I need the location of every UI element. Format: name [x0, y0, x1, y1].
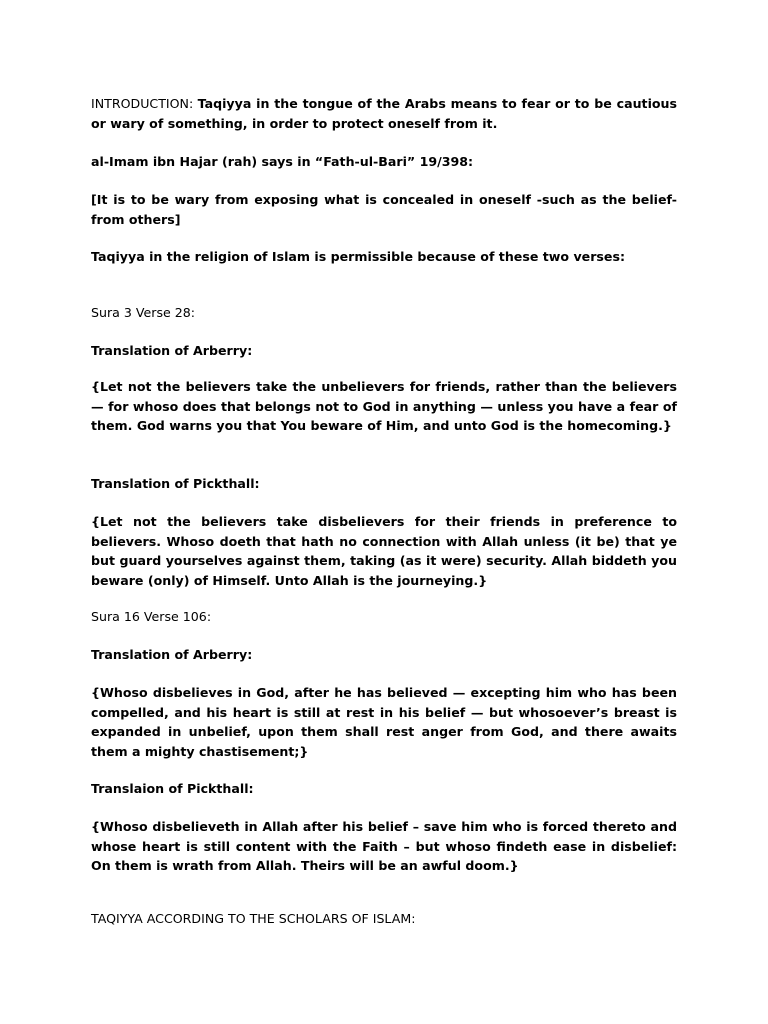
sura16-pickthall-label: Translaion of Pickthall:: [91, 781, 254, 796]
sura3-arberry-label: Translation of Arberry:: [91, 343, 253, 358]
ibn-hajar-line: al-Imam ibn Hajar (rah) says in “Fath-ul-Bari” 19/398:: [91, 154, 474, 169]
intro-paragraph: [91, 94, 677, 133]
scholars-heading: TAQIYYA ACCORDING TO THE SCHOLARS OF ISLAM:: [91, 911, 416, 926]
sura3-pickthall-label: Translation of Pickthall:: [91, 476, 260, 491]
sura16-heading: Sura 16 Verse 106:: [91, 609, 212, 624]
sura16-arberry-label: Translation of Arberry:: [91, 647, 253, 662]
sura3-heading: Sura 3 Verse 28:: [91, 305, 196, 320]
sura3-pickthall-text: {Let not the believers take disbelievers for their friends in preference to believers. Whoso doeth that hath no connection with Allah unless (it be) that ye but guard yourselves against them, taking (as it were) security. Allah biddeth you beware (only) of Himself. Unto Allah is the journeying.}: [91, 514, 677, 588]
intro-lead: INTRODUCTION:: [91, 96, 198, 111]
sura3-arberry-text: {Let not the believers take the unbelievers for friends, rather than the believers — for whoso does that belongs not to God in anything — unless you have a fear of them. God warns you that You beware of Him, and unto God is the homecoming.}: [91, 379, 677, 434]
permissible-paragraph: Taqiyya in the religion of Islam is permissible because of these two verses:: [91, 249, 625, 264]
ibn-hajar-quote: [It is to be wary from exposing what is concealed in oneself -such as the belief- from others]: [91, 192, 677, 227]
sura16-pickthall-text: {Whoso disbelieveth in Allah after his belief – save him who is forced thereto and whose heart is still content with the Faith – but whoso findeth ease in disbelief: On them is wrath from Allah. Theirs will be an awful doom.}: [91, 819, 677, 874]
sura16-arberry-text: {Whoso disbelieves in God, after he has believed — excepting him who has been compelled, and his heart is still at rest in his belief — but whosoever’s breast is expanded in unbelief, upon them shall rest anger from God, and there awaits them a mighty chastisement;}: [91, 685, 677, 759]
intro-text: Taqiyya in the tongue of the Arabs means to fear or to be cautious or wary of something, in order to protect oneself from it.: [91, 96, 677, 131]
